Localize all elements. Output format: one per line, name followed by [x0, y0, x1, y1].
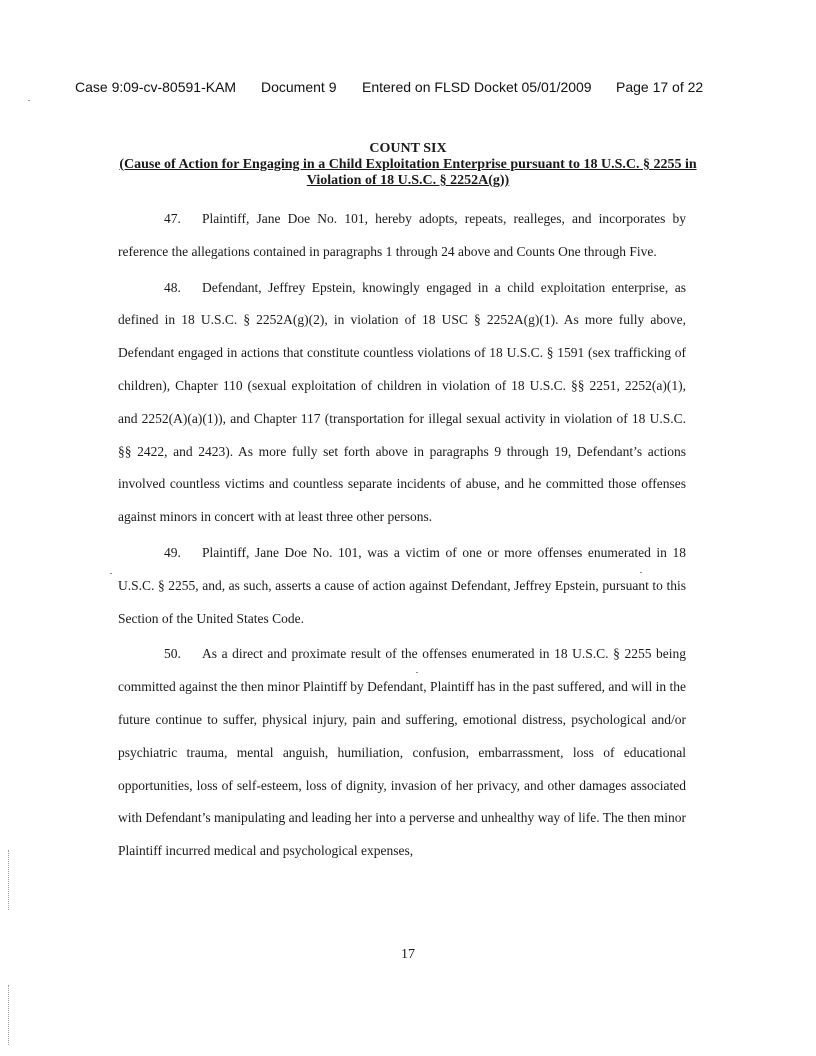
paragraph-text: As a direct and proximate result of the offenses enumerated in 18 U.S.C. § 2255 being committed against the then minor Plaintiff by Defendant, Plaintiff has in the past suffered, and will in the future continue to suffer, physical injury, pain and suffering, emotional distress, psychological and/or psychiatric trauma, mental anguish, humiliation, confusion, embarrassment, loss of educational opportunities, loss of self-esteem, loss of dignity, invasion of her privacy, and other damages associated with Defendant’s manipulating and leading her into a perverse and unhealthy way of life. The then minor Plaintiff incurred medical and psychological expenses,: [118, 646, 687, 859]
page-indicator: Page 17 of 22: [616, 79, 704, 95]
paragraph-48: [118, 272, 686, 534]
paragraph-text: Plaintiff, Jane Doe No. 101, was a victim of one or more offenses enumerated in 18 U.S.C. § 2255, and, as such, asserts a cause of action against Defendant, Jeffrey Epstein, pursuant to this Section of the United States Code.: [118, 544, 686, 626]
scan-margin-mark: [8, 985, 9, 1045]
page-number-footer: 17: [401, 947, 415, 962]
paragraph-text: Defendant, Jeffrey Epstein, knowingly engaged in a child exploitation enterprise, as defined in 18 U.S.C. § 2252A(g)(2), in violation of 18 USC § 2252A(g)(1). As more fully above, Defendant engaged in actions that constitute countless violations of 18 U.S.C. § 1591 (sex trafficking of children), Chapter 110 (sexual exploitation of children in violation of 18 U.S.C. §§ 2251, 2252(a)(1), and 2252(A)(a)(1)), and Chapter 117 (transportation for illegal sexual activity in violation of 18 U.S.C. §§ 2422, and 2423). As more fully set forth above in paragraphs 9 through 19, Defendant’s actions involved countless victims and countless separate incidents of abuse, and he committed those offenses against minors in concert with at least three other persons.: [118, 279, 686, 525]
scan-speck: [28, 100, 30, 101]
docket-entry-date: Entered on FLSD Docket 05/01/2009: [362, 79, 592, 95]
scan-speck: [416, 672, 418, 673]
count-heading: COUNT SIX: [369, 141, 447, 156]
paragraph-50: [118, 638, 686, 868]
scan-speck: [110, 573, 112, 574]
paragraph-number: 49.: [164, 544, 181, 560]
paragraph-text: Plaintiff, Jane Doe No. 101, hereby adopts, repeats, realleges, and incorporates by reference the allegations contained in paragraphs 1 through 24 above and Counts One through Five.: [118, 211, 686, 259]
scan-speck: [640, 572, 642, 573]
paragraph-number: 47.: [164, 211, 181, 226]
paragraph-49: [118, 537, 686, 635]
scan-margin-mark: [8, 850, 9, 910]
case-number: Case 9:09-cv-80591-KAM: [75, 79, 237, 95]
paragraph-number: 50.: [164, 646, 181, 662]
count-subheading: (Cause of Action for Engaging in a Child Exploitation Enterprise pursuant to 18 U.S.C. § 2255 in Violation of 18 U.S.C. § 2252A(g)): [119, 157, 697, 188]
paragraph-number: 48.: [164, 279, 181, 295]
paragraph-47: [118, 203, 686, 269]
document-body: [118, 203, 686, 871]
document-number: Document 9: [261, 79, 337, 95]
